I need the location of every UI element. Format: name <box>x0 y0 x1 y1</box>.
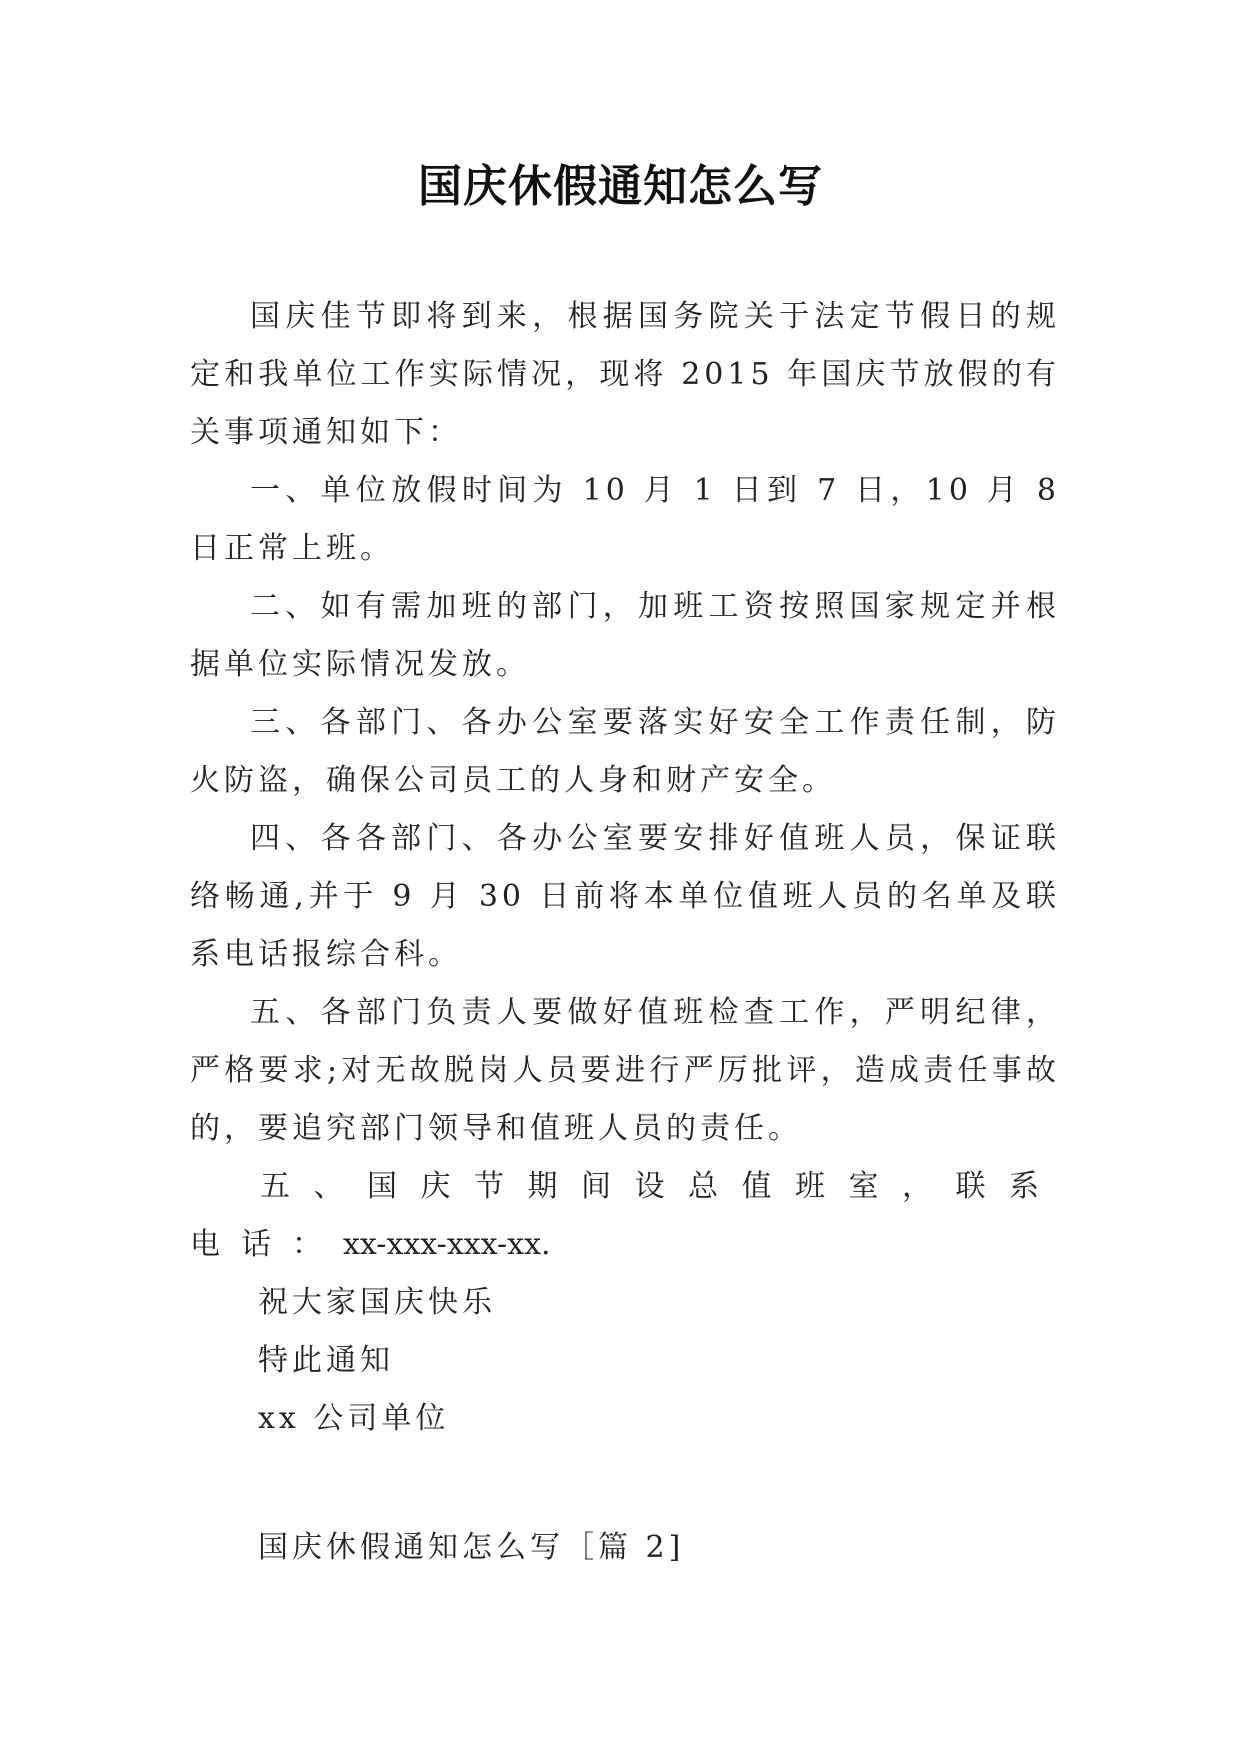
duty-room-phone: xx-xxx-xxx-xx. <box>343 1227 551 1262</box>
paragraph-item-1: 一、单位放假时间为 10 月 1 日到 7 日，10 月 8 日正常上班。 <box>190 473 1060 566</box>
paragraph-item-5: 五、各部门负责人要做好值班检查工作，严明纪律，严格要求;对无故脱岗人员要进行严厉批评，造成责任事故的，要追究部门领导和值班人员的责任。 <box>190 995 1060 1146</box>
paragraph-item-2: 二、如有需加班的部门，加班工资按照国家规定并根据单位实际情况发放。 <box>190 589 1060 682</box>
paragraph-intro: 国庆佳节即将到来，根据国务院关于法定节假日的规定和我单位工作实际情况，现将 2015 年国庆节放假的有关事项通知如下： <box>190 299 1060 450</box>
paragraph-duty-room <box>190 1158 1060 1274</box>
paragraph-item-3: 三、各部门、各办公室要落实好安全工作责任制，防火防盗，确保公司员工的人身和财产安全。 <box>190 705 1060 798</box>
next-section-title: 国庆休假通知怎么写［篇 2] <box>258 1530 685 1565</box>
closing-signature: xx 公司单位 <box>258 1401 450 1436</box>
closing-wishes: 祝大家国庆快乐 <box>258 1285 496 1320</box>
paragraph-item-4: 四、各各部门、各办公室要安排好值班人员，保证联络畅通,并于 9 月 30 日前将本单位值班人员的名单及联系电话报综合科。 <box>190 821 1060 972</box>
closing-notice: 特此通知 <box>258 1343 394 1378</box>
document-body <box>190 288 1060 1448</box>
document-title: 国庆休假通知怎么写 <box>418 161 823 212</box>
duty-room-text: 五、国庆节期间设总值班室，联系电话： <box>190 1169 1060 1262</box>
